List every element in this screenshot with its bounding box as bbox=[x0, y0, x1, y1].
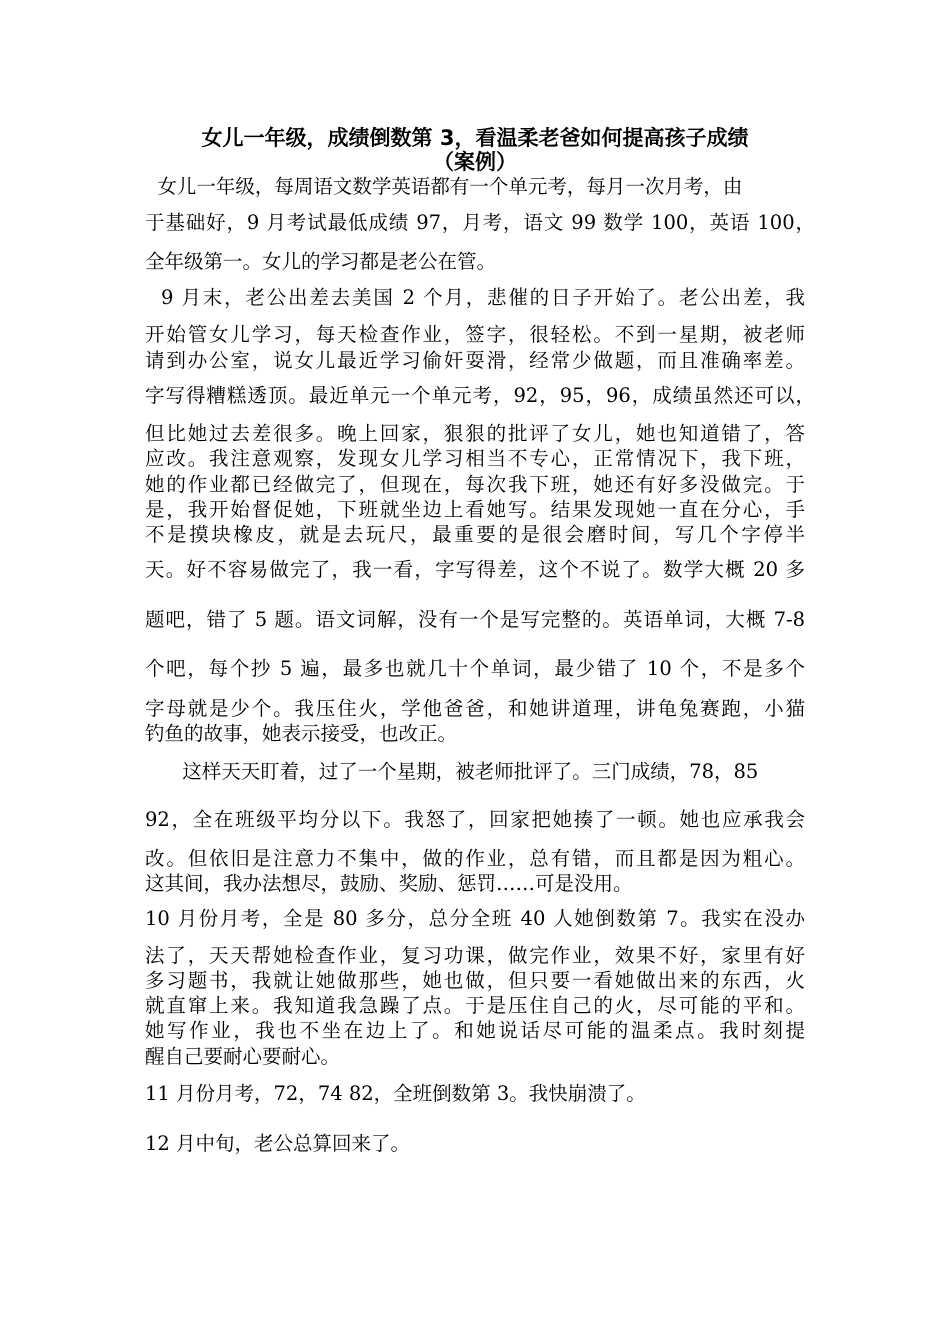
text-line: 字写得糟糕透顶。最近单元一个单元考，92，95，96，成绩虽然还可以， bbox=[145, 384, 815, 407]
text-line: 字母就是少个。我压住火，学他爸爸，和她讲道理，讲龟兔赛跑，小猫 bbox=[145, 697, 805, 720]
text-line: 钓鱼的故事，她表示接受，也改正。 bbox=[145, 722, 458, 745]
text-line: 醒自己要耐心要耐心。 bbox=[145, 1045, 341, 1068]
text-line: 9 月末，老公出差去美国 2 个月，悲催的日子开始了。老公出差，我 bbox=[145, 286, 805, 309]
text-line: 不是摸块橡皮，就是去玩尺，最重要的是很会磨时间，写几个字停半 bbox=[145, 523, 805, 546]
text-line: 就直窜上来。我知道我急躁了点。于是压住自己的火，尽可能的平和。 bbox=[145, 994, 805, 1017]
text-line: 但比她过去差很多。晚上回家，狠狠的批评了女儿，她也知道错了，答 bbox=[145, 422, 805, 445]
text-line: 女儿一年级，每周语文数学英语都有一个单元考，每月一次月考，由 bbox=[145, 175, 743, 198]
text-line: 是，我开始督促她，下班就坐边上看她写。结果发现她一直在分心，手 bbox=[145, 498, 805, 521]
text-line: 全年级第一。女儿的学习都是老公在管。 bbox=[145, 250, 497, 273]
text-line: 她的作业都已经做完了，但现在，每次我下班，她还有好多没做完。于 bbox=[145, 473, 805, 496]
text-line: 多习题书，我就让她做那些，她也做，但只要一看她做出来的东西，火 bbox=[145, 969, 805, 992]
text-line: 她写作业，我也不坐在边上了。和她说话尽可能的温柔点。我时刻提 bbox=[145, 1019, 805, 1042]
text-line: 12 月中旬，老公总算回来了。 bbox=[145, 1132, 411, 1155]
text-line: 个吧，每个抄 5 遍，最多也就几十个单词，最少错了 10 个，不是多个 bbox=[145, 657, 805, 680]
text-line: 法了，天天帮她检查作业，复习功课，做完作业，效果不好，家里有好 bbox=[145, 944, 805, 967]
text-line: 这其间，我办法想尽，鼓励、奖励、惩罚……可是没用。 bbox=[145, 872, 633, 895]
document-title-suffix: （案例） bbox=[433, 150, 517, 174]
text-line: 11 月份月考，72，74 82，全班倒数第 3。我快崩溃了。 bbox=[145, 1082, 646, 1105]
text-line: 开始管女儿学习，每天检查作业，签字，很轻松。不到一星期，被老师 bbox=[145, 323, 805, 346]
text-line: 改。但依旧是注意力不集中，做的作业，总有错，而且都是因为粗心。 bbox=[145, 847, 805, 870]
text-line: 于基础好，9 月考试最低成绩 97，月考，语文 99 数学 100，英语 100， bbox=[145, 211, 815, 234]
text-line: 应改。我注意观察，发现女儿学习相当不专心，正常情况下，我下班， bbox=[145, 447, 805, 470]
text-line: 请到办公室，说女儿最近学习偷奸耍滑，经常少做题，而且准确率差。 bbox=[145, 349, 805, 372]
document-title: 女儿一年级，成绩倒数第 3，看温柔老爸如何提高孩子成绩 bbox=[201, 126, 749, 150]
text-line: 10 月份月考，全是 80 多分，总分全班 40 人她倒数第 7。我实在没办 bbox=[145, 907, 805, 930]
text-line: 天。好不容易做完了，我一看，字写得差，这个不说了。数学大概 20 多 bbox=[145, 558, 805, 581]
text-line: 题吧，错了 5 题。语文词解，没有一个是写完整的。英语单词，大概 7-8 bbox=[145, 608, 805, 631]
text-line: 这样天天盯着，过了一个星期，被老师批评了。三门成绩，78，85 bbox=[145, 760, 759, 783]
text-line: 92，全在班级平均分以下。我怒了，回家把她揍了一顿。她也应承我会 bbox=[145, 808, 805, 831]
